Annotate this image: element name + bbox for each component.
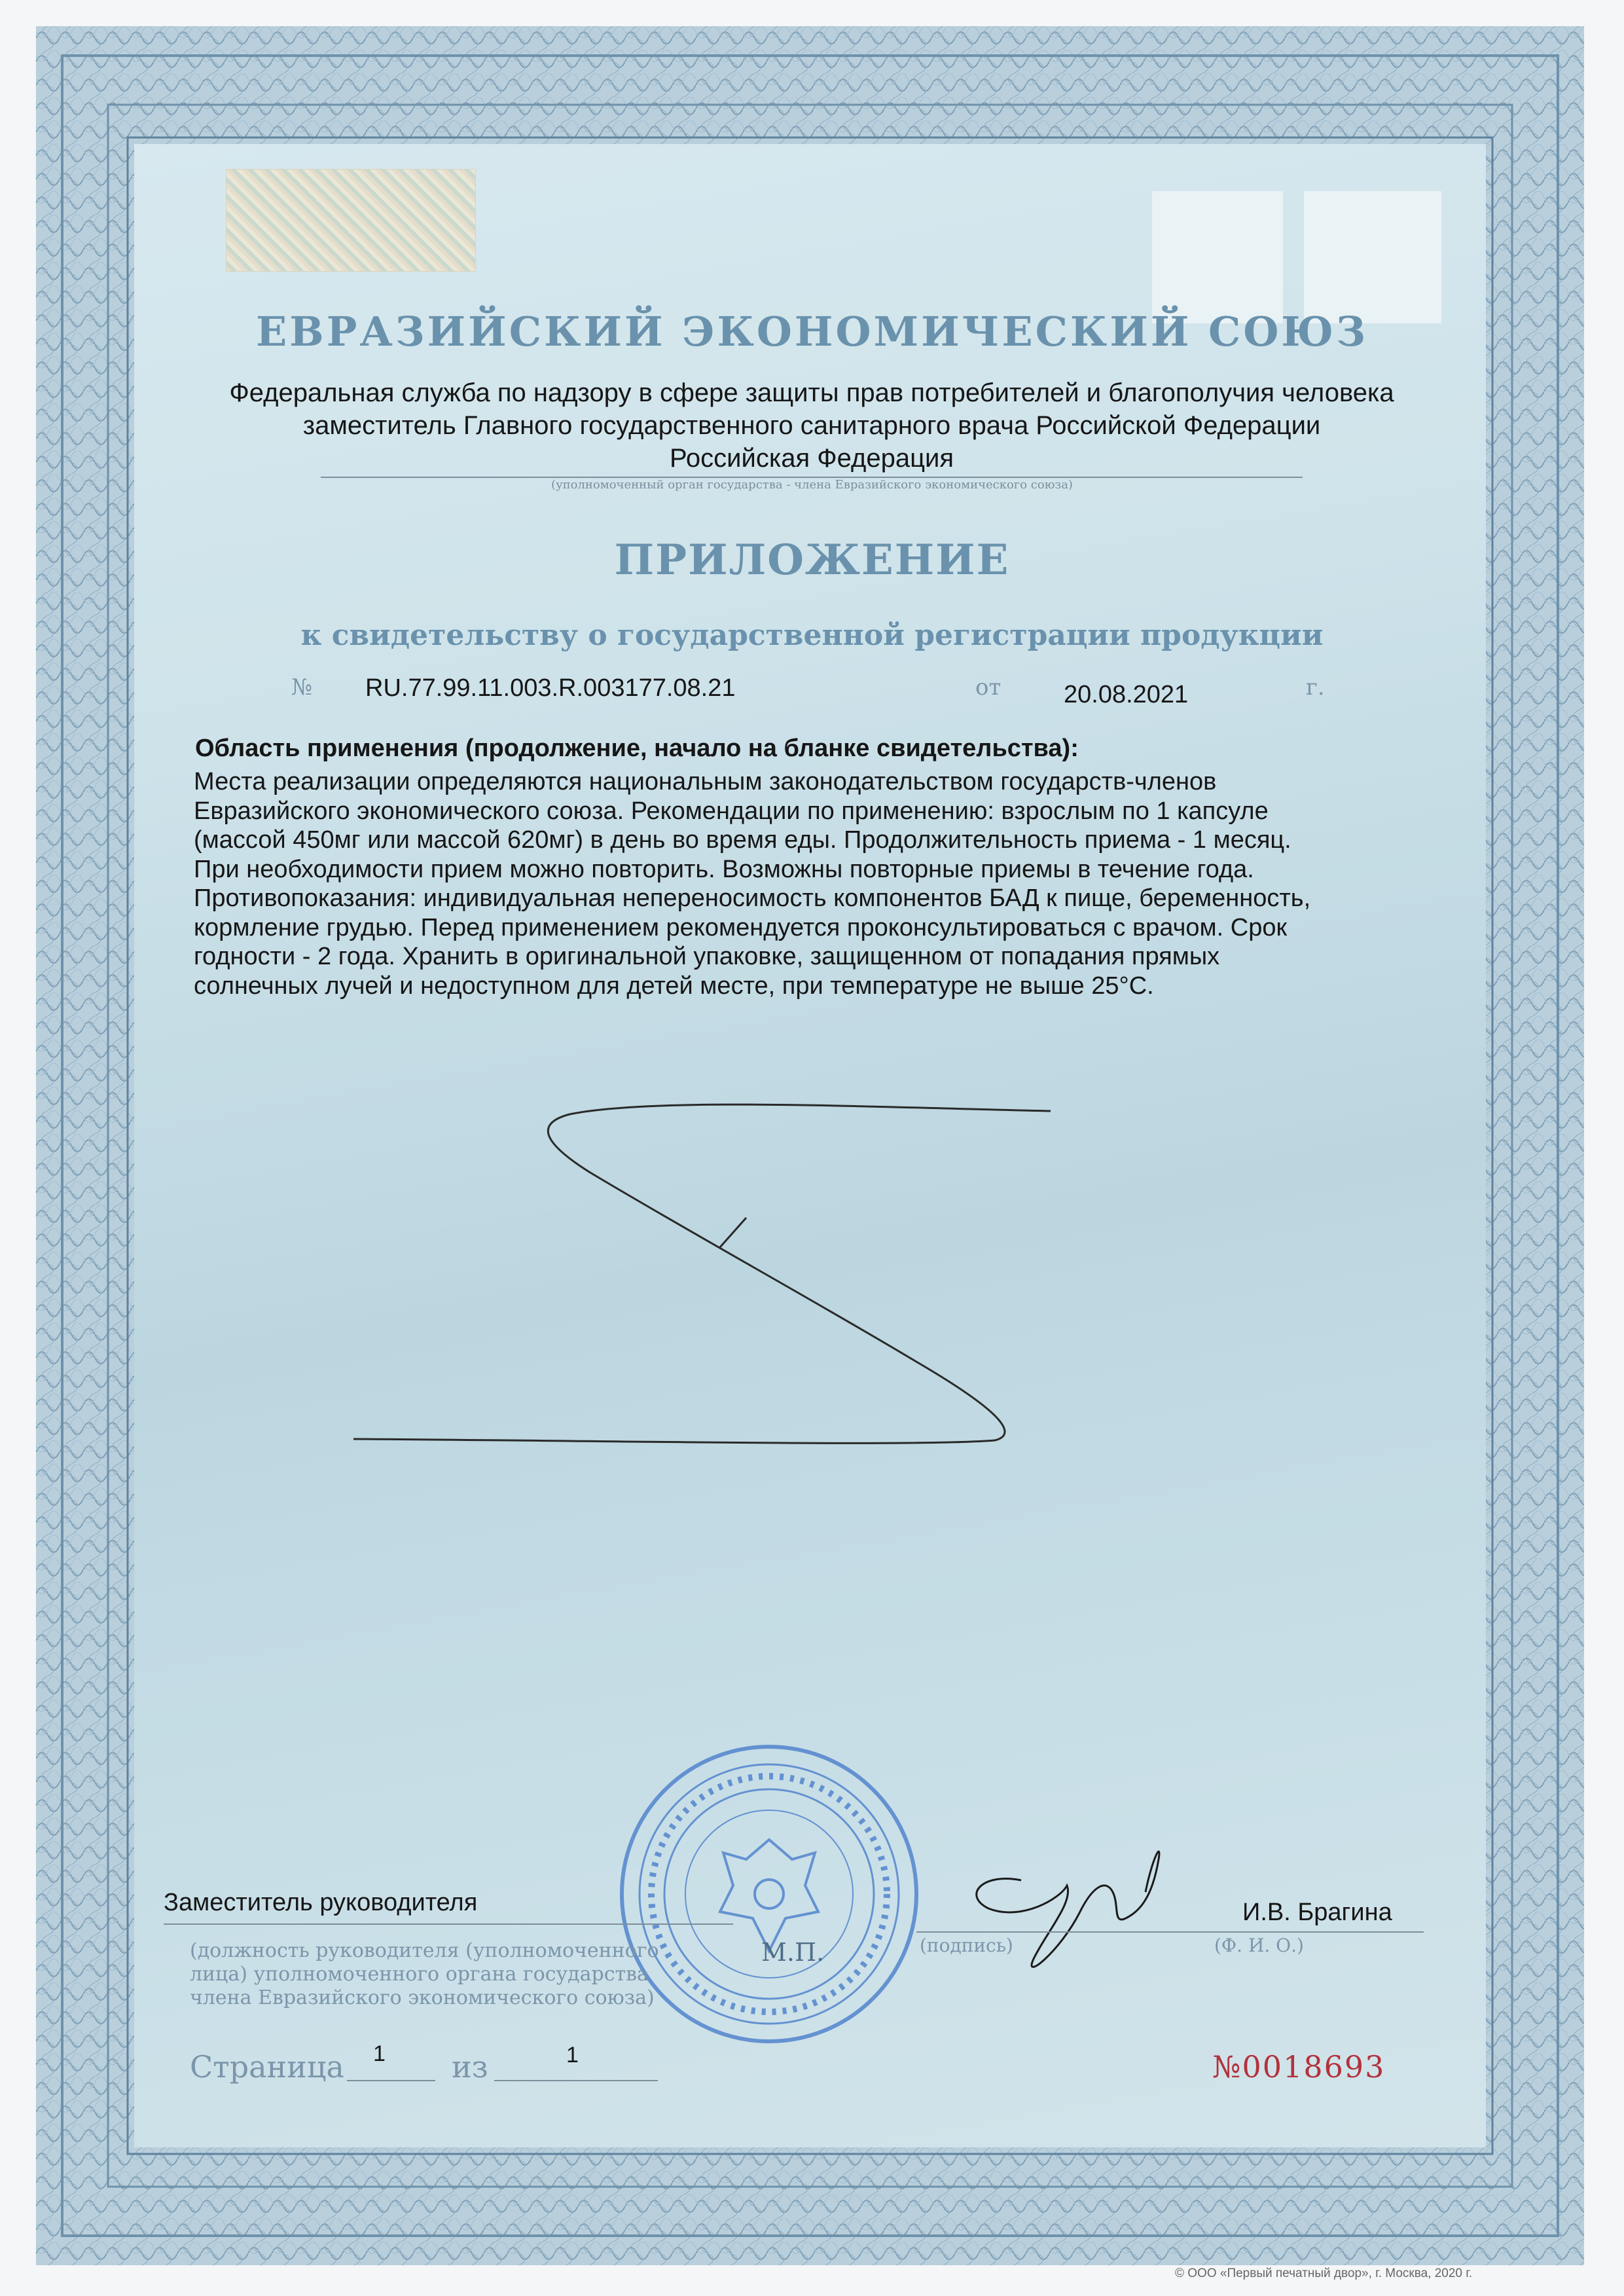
signature-underline [916,1931,1224,1933]
of-label: из [452,2049,488,2085]
position-underline [164,1923,733,1925]
signature-caption: (подпись) [920,1935,1013,1956]
authority-line-3: Российская Федерация [669,444,954,473]
total-pages-line [494,2080,658,2081]
position-caption-line: лица) уполномоченного органа государства [190,1963,649,1986]
scope-heading: Область применения (продолжение, начало на бланке свидетельства): [195,735,1079,762]
cancellation-z-stroke [353,1104,1051,1443]
printer-imprint: © ООО «Первый печатный двор», г. Москва, 2020 г. [1175,2267,1473,2280]
scope-line: При необходимости прием можно повторить. Возможны повторные приемы в течение года. [194,855,1254,883]
scope-line: Места реализации определяются национальным законодательством государств-членов [194,768,1217,795]
appendix-title: ПРИЛОЖЕНИЕ [614,536,1010,585]
total-pages: 1 [566,2043,579,2068]
scope-line: (массой 450мг или массой 620мг) в день во время еды. Продолжительность приема - 1 месяц. [194,826,1291,854]
position-caption-line: (должность руководителя (уполномоченного [190,1939,659,1962]
scope-line: годности - 2 года. Хранить в оригинальной упаковке, защищенном от попадания прямых [194,943,1220,970]
position-caption-line: члена Евразийского экономического союза) [190,1986,655,2009]
authority-caption: (уполномоченный орган государства - члена Евразийского экономического союза) [551,478,1073,492]
page-number: 1 [373,2041,386,2066]
registration-number: RU.77.99.11.003.R.003177.08.21 [365,674,736,702]
union-title: ЕВРАЗИЙСКИЙ ЭКОНОМИЧЕСКИЙ СОЮЗ [256,308,1368,355]
registration-date: 20.08.2021 [1064,681,1189,708]
name-underline [1211,1931,1424,1933]
scope-line: Противопоказания: индивидуальная непереносимость компонентов БАД к пище, беременность, [194,884,1311,912]
scope-line: Евразийского экономического союза. Рекомендации по применению: взрослым по 1 капсуле [194,797,1269,825]
authority-line-2: заместитель Главного государственного санитарного врача Российской Федерации [302,411,1321,440]
scope-line: кормление грудью. Перед применением рекомендуется проконсультироваться с врачом. Срок [194,913,1288,941]
page-number-line [347,2080,435,2081]
serial-number: №0018693 [1212,2049,1386,2085]
signatory-name: И.В. Брагина [1242,1899,1392,1926]
scope-line: солнечных лучей и недоступном для детей месте, при температуре не выше 25°C. [194,972,1154,1000]
from-label: от [975,674,1001,701]
year-suffix: г. [1306,674,1325,701]
position-title: Заместитель руководителя [164,1889,478,1916]
authority-line-1: Федеральная служба по надзору в сфере защиты прав потребителей и благополучия человека [229,378,1394,407]
page-label: Страница [190,2049,344,2085]
number-label: № [291,674,313,701]
position-caption [190,1939,753,2010]
stamp-place-label: М.П. [761,1938,825,1967]
name-caption: (Ф. И. О.) [1214,1935,1304,1956]
appendix-subtitle: к свидетельству о государственной регистрации продукции [300,619,1324,652]
